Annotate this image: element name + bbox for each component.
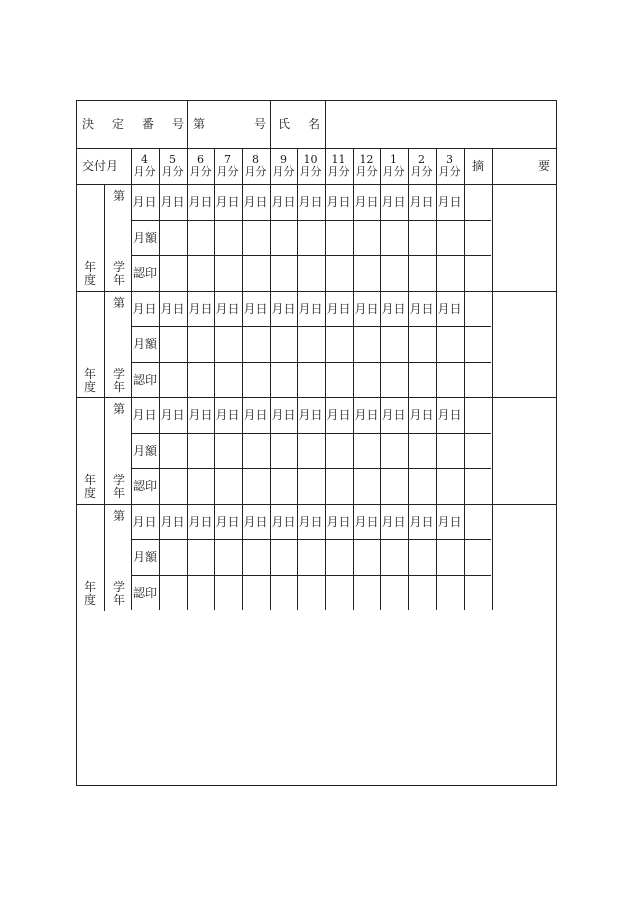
date-cell-label: 月日	[188, 195, 213, 209]
divider-month-col	[297, 148, 298, 610]
divider-grade-col	[104, 291, 105, 398]
form-border-top	[76, 100, 557, 101]
date-cell-label: 月日	[409, 195, 434, 209]
month-unit: 月分	[216, 165, 239, 178]
date-cell-label: 月日	[215, 195, 240, 209]
date-cell-label: 月日	[437, 195, 462, 209]
divider-name	[325, 100, 326, 148]
date-cell-label: 月日	[271, 408, 296, 422]
seal-label: 認印	[133, 373, 158, 387]
decision-number-label-char: 決	[82, 117, 95, 131]
month-number: 2	[418, 153, 425, 166]
gou-label: 号	[254, 117, 267, 131]
block-row-divider	[131, 539, 491, 540]
date-cell-label: 月日	[437, 515, 462, 529]
date-cell-label: 月日	[326, 515, 351, 529]
grade-dai-label: 第	[113, 402, 126, 416]
date-cell-label: 月日	[188, 302, 213, 316]
date-cell-label: 月日	[354, 408, 379, 422]
name-label-char: 名	[308, 117, 321, 131]
block-row-divider	[131, 362, 491, 363]
month-unit: 月分	[133, 165, 156, 178]
month-number: 11	[331, 153, 346, 166]
month-unit: 月分	[299, 165, 322, 178]
form-border-bottom	[76, 785, 557, 786]
grade-dai-label: 第	[113, 296, 126, 310]
date-cell-label: 月日	[215, 302, 240, 316]
divider-dai-gou	[270, 100, 271, 148]
gakunen-label-char: 学	[113, 580, 126, 594]
date-cell-label: 月日	[381, 515, 406, 529]
divider-month-col	[159, 148, 160, 610]
date-cell-label: 月日	[132, 515, 157, 529]
seal-label: 認印	[133, 266, 158, 280]
date-cell-label: 月日	[354, 515, 379, 529]
date-cell-label: 月日	[326, 195, 351, 209]
divider-grade-col	[104, 184, 105, 291]
grade-dai-label: 第	[113, 509, 126, 523]
month-number: 8	[252, 153, 259, 166]
divider-grade-col	[104, 397, 105, 504]
divider-month-col	[187, 148, 188, 610]
month-number: 5	[169, 153, 176, 166]
nendo-label-char: 年	[84, 367, 97, 381]
month-unit: 月分	[327, 165, 350, 178]
date-cell-label: 月日	[409, 408, 434, 422]
month-unit: 月分	[272, 165, 295, 178]
monthly-amount-label: 月額	[133, 337, 158, 351]
grade-dai-label: 第	[113, 189, 126, 203]
month-number: 12	[359, 153, 374, 166]
block-row-divider	[131, 326, 491, 327]
months-row-divider	[76, 184, 556, 185]
remarks-label-char: 摘	[472, 159, 485, 173]
nendo-label-char: 度	[84, 593, 97, 607]
month-number: 3	[446, 153, 453, 166]
date-cell-label: 月日	[437, 302, 462, 316]
month-unit: 月分	[244, 165, 267, 178]
divider-grade-col	[104, 504, 105, 611]
date-cell-label: 月日	[215, 408, 240, 422]
remarks-label-char: 要	[538, 159, 551, 173]
divider-month-col	[464, 148, 465, 610]
month-unit: 月分	[410, 165, 433, 178]
gakunen-label-char: 学	[113, 473, 126, 487]
form-border-right	[556, 100, 557, 785]
gakunen-label-char: 学	[113, 367, 126, 381]
gakunen-label-char: 年	[113, 380, 126, 394]
date-cell-label: 月日	[160, 515, 185, 529]
gakunen-label-char: 年	[113, 486, 126, 500]
month-unit: 月分	[438, 165, 461, 178]
divider-decision-number	[187, 100, 188, 148]
date-cell-label: 月日	[243, 515, 268, 529]
month-unit: 月分	[189, 165, 212, 178]
date-cell-label: 月日	[243, 195, 268, 209]
date-cell-label: 月日	[298, 515, 323, 529]
divider-month-col	[325, 148, 326, 610]
block-row-divider	[131, 433, 491, 434]
header-row-divider	[76, 148, 556, 149]
seal-label: 認印	[133, 479, 158, 493]
date-cell-label: 月日	[354, 302, 379, 316]
monthly-amount-label: 月額	[133, 444, 158, 458]
divider-month-col	[214, 148, 215, 610]
divider-month-col	[353, 148, 354, 610]
nendo-label-char: 度	[84, 380, 97, 394]
nendo-label-char: 度	[84, 273, 97, 287]
date-cell-label: 月日	[243, 408, 268, 422]
date-cell-label: 月日	[160, 302, 185, 316]
date-cell-label: 月日	[132, 195, 157, 209]
dai-label: 第	[193, 117, 206, 131]
date-cell-label: 月日	[326, 302, 351, 316]
date-cell-label: 月日	[409, 515, 434, 529]
month-number: 9	[280, 153, 287, 166]
month-unit: 月分	[382, 165, 405, 178]
date-cell-label: 月日	[298, 195, 323, 209]
name-label-char: 氏	[278, 117, 291, 131]
delivery-month-label: 交付月	[82, 159, 119, 173]
divider-month-col	[242, 148, 243, 610]
nendo-label-char: 年	[84, 580, 97, 594]
decision-number-label-char: 番	[142, 117, 155, 131]
date-cell-label: 月日	[354, 195, 379, 209]
block-row-divider	[131, 575, 491, 576]
month-unit: 月分	[161, 165, 184, 178]
nendo-label-char: 年	[84, 473, 97, 487]
date-cell-label: 月日	[160, 195, 185, 209]
month-number: 7	[224, 153, 231, 166]
month-number: 1	[390, 153, 397, 166]
year-block-divider	[76, 397, 556, 398]
date-cell-label: 月日	[188, 408, 213, 422]
date-cell-label: 月日	[409, 302, 434, 316]
year-block-divider	[76, 291, 556, 292]
nendo-label-char: 年	[84, 260, 97, 274]
block-row-divider	[131, 468, 491, 469]
date-cell-label: 月日	[132, 408, 157, 422]
month-unit: 月分	[355, 165, 378, 178]
date-cell-label: 月日	[243, 302, 268, 316]
monthly-amount-label: 月額	[133, 550, 158, 564]
date-cell-label: 月日	[188, 515, 213, 529]
gakunen-label-char: 年	[113, 593, 126, 607]
date-cell-label: 月日	[160, 408, 185, 422]
benefit-ledger-form	[76, 100, 556, 785]
block-row-divider	[131, 255, 491, 256]
month-number: 6	[197, 153, 204, 166]
monthly-amount-label: 月額	[133, 231, 158, 245]
date-cell-label: 月日	[298, 302, 323, 316]
form-border-left	[76, 100, 77, 785]
gakunen-label-char: 年	[113, 273, 126, 287]
date-cell-label: 月日	[326, 408, 351, 422]
month-number: 4	[141, 153, 148, 166]
block-row-divider	[131, 220, 491, 221]
gakunen-label-char: 学	[113, 260, 126, 274]
date-cell-label: 月日	[271, 515, 296, 529]
date-cell-label: 月日	[132, 302, 157, 316]
decision-number-label-char: 号	[172, 117, 185, 131]
divider-month-col	[436, 148, 437, 610]
divider-month-col	[270, 148, 271, 610]
date-cell-label: 月日	[298, 408, 323, 422]
seal-label: 認印	[133, 586, 158, 600]
year-block-divider	[76, 504, 556, 505]
nendo-label-char: 度	[84, 486, 97, 500]
date-cell-label: 月日	[381, 195, 406, 209]
divider-month-col	[380, 148, 381, 610]
date-cell-label: 月日	[271, 302, 296, 316]
date-cell-label: 月日	[271, 195, 296, 209]
divider-label-col	[131, 148, 132, 610]
date-cell-label: 月日	[437, 408, 462, 422]
date-cell-label: 月日	[381, 408, 406, 422]
month-number: 10	[303, 153, 318, 166]
date-cell-label: 月日	[381, 302, 406, 316]
divider-month-col	[408, 148, 409, 610]
decision-number-label-char: 定	[112, 117, 125, 131]
divider-month-col	[492, 148, 493, 610]
date-cell-label: 月日	[215, 515, 240, 529]
